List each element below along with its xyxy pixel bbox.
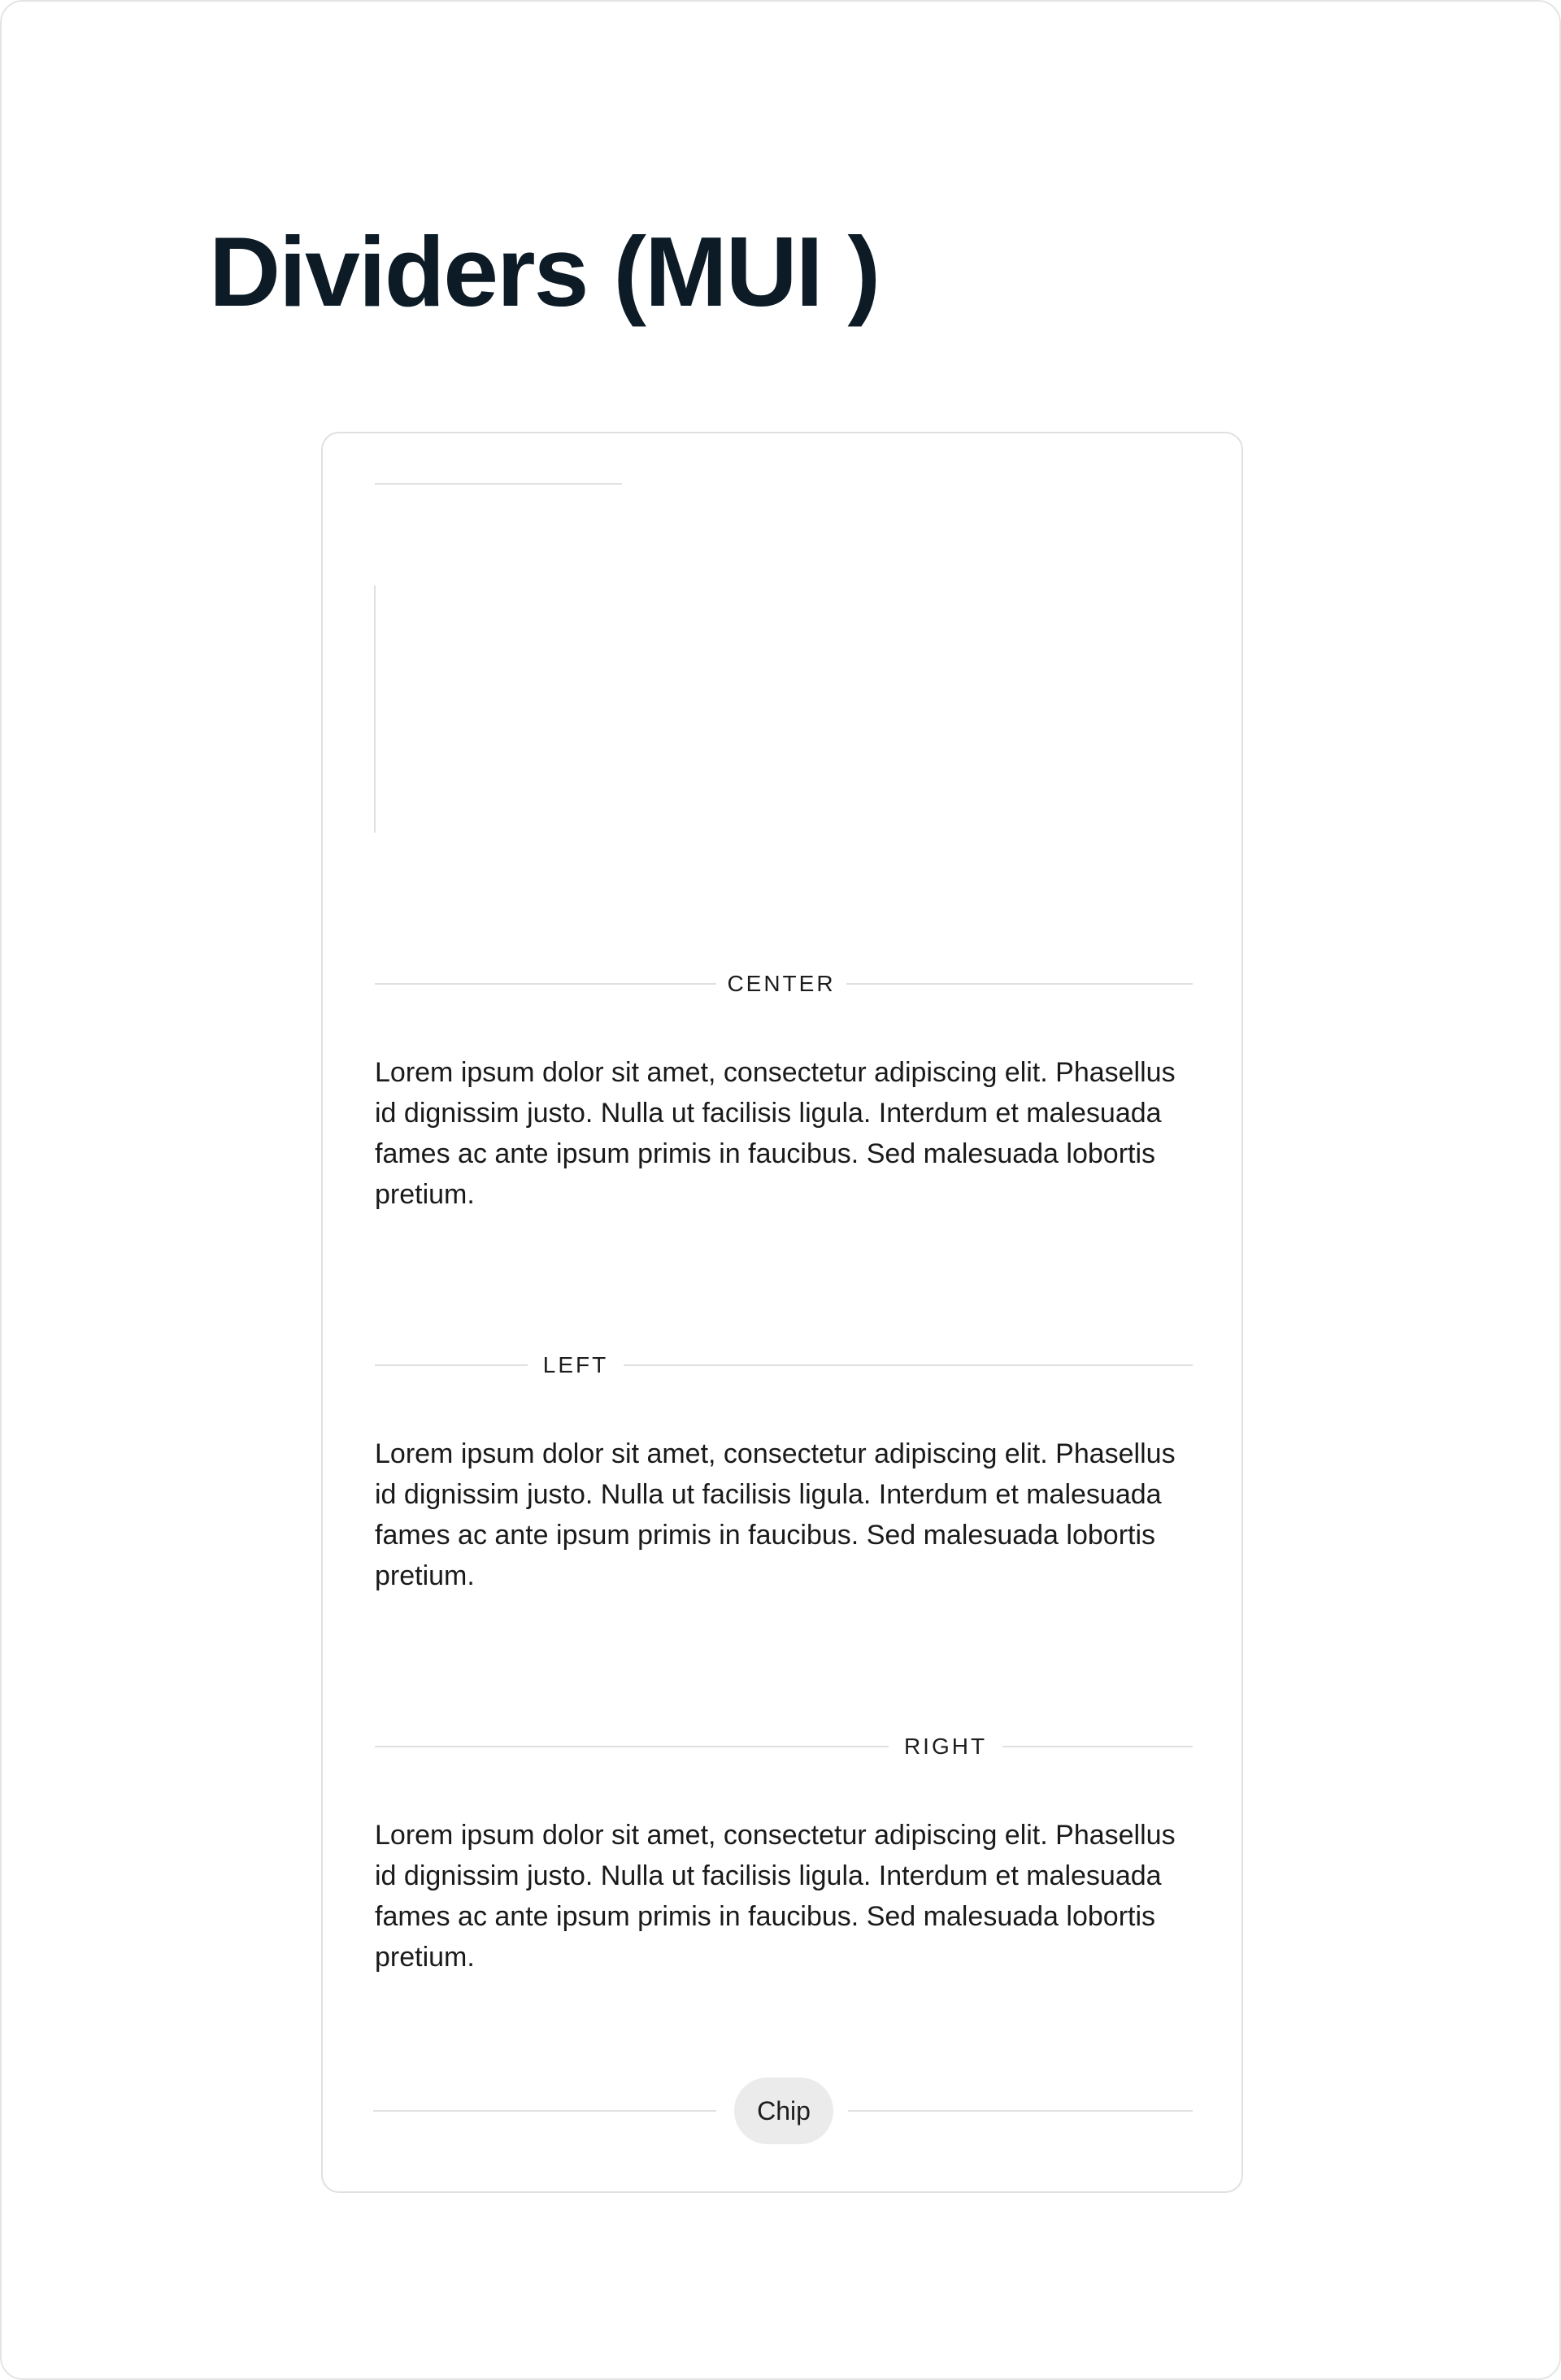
horizontal-divider	[375, 483, 622, 485]
left-text-divider	[375, 1349, 1193, 1381]
divider-label-center: CENTER	[727, 971, 836, 996]
paragraph-left: Lorem ipsum dolor sit amet, consectetur adipiscing elit. Phasellus id dignissim justo. Nulla ut facilisis ligula. Interdum et malesuada fames ac ante ipsum primis in faucibus. Sed malesuada lobortis pretium.	[375, 1438, 1176, 1591]
center-text-divider	[375, 968, 1193, 1000]
paragraph-center: Lorem ipsum dolor sit amet, consectetur adipiscing elit. Phasellus id dignissim justo. Nulla ut facilisis ligula. Interdum et malesuada fames ac ante ipsum primis in faucibus. Sed malesuada lobortis pretium.	[375, 1057, 1176, 1210]
page-title: Dividers (MUI )	[209, 216, 880, 327]
divider-line-right	[848, 2110, 1193, 2112]
paragraph-right: Lorem ipsum dolor sit amet, consectetur adipiscing elit. Phasellus id dignissim justo. Nulla ut facilisis ligula. Interdum et malesuada fames ac ante ipsum primis in faucibus. Sed malesuada lobortis pretium.	[375, 1820, 1176, 1973]
divider-line-left	[375, 1364, 528, 1366]
divider-label-right: RIGHT	[903, 1734, 988, 1759]
divider-line-left	[375, 983, 716, 985]
dividers-demo-card	[321, 432, 1243, 2193]
chip[interactable]: Chip	[734, 2078, 833, 2144]
right-text-divider	[375, 1730, 1193, 1763]
divider-line-left	[373, 2110, 716, 2112]
vertical-divider	[374, 585, 376, 833]
divider-line-right	[624, 1364, 1193, 1366]
divider-line-right	[1002, 1746, 1193, 1747]
divider-line-right	[846, 983, 1193, 985]
divider-line-left	[375, 1746, 889, 1747]
divider-label-left: LEFT	[542, 1352, 609, 1377]
